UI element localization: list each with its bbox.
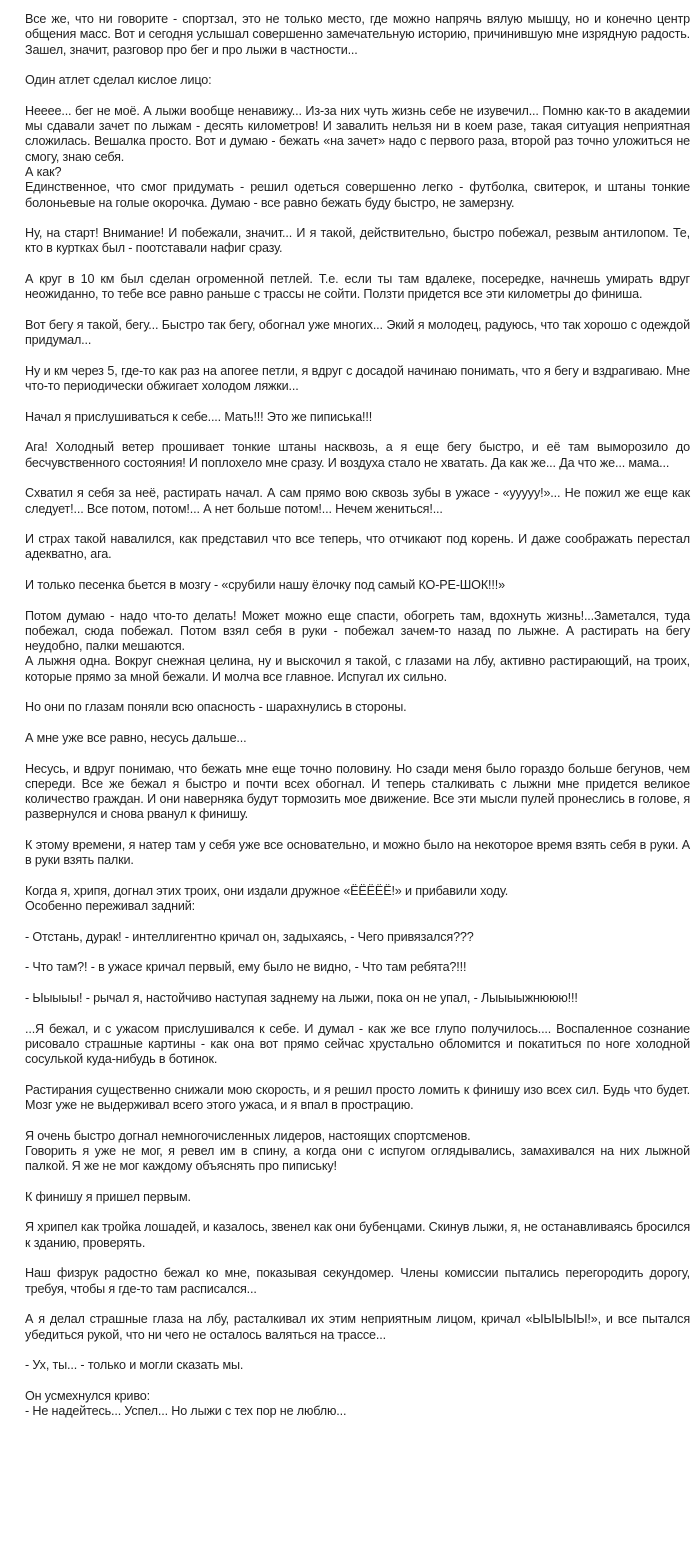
paragraph-line: А мне уже все равно, несусь дальше... <box>25 730 247 745</box>
paragraph-line: А круг в 10 км был сделан огроменной петлей. Т.е. если ты там вдалеке, посередке, начнешь умирать вдруг неожиданно, то тебе все равно раньше с трассы не сойти. Ползти придется все эти километры до финиша. <box>25 272 690 302</box>
paragraph-line: К финишу я пришел первым. <box>25 1189 191 1204</box>
story-paragraph <box>25 762 690 823</box>
paragraph-line: Ага! Холодный ветер прошивает тонкие штаны насквозь, а я еще бегу быстро, и её там выморозило до бесчувственного состояния! И поплохело мне сразу. И воздуха стало не хватать. Да как же... Да что же... мама... <box>25 440 690 470</box>
story-paragraph <box>25 1022 690 1068</box>
paragraph-line: Когда я, хрипя, догнал этих троих, они издали дружное «ЁЁЁЁЁ!» и прибавили ходу. <box>25 883 509 898</box>
paragraph-line: К этому времени, я натер там у себя уже все основательно, и можно было на некоторое время взять себя в руки. А в руки взять палки. <box>25 838 690 868</box>
paragraph-line: Говорить я уже не мог, я ревел им в спину, а когда они с испугом оглядывались, замахивался на них лыжной палкой. Я же не мог каждому объяснять про пипиську! <box>25 1143 690 1174</box>
story-paragraph <box>25 884 690 915</box>
paragraph-line: ...Я бежал, и с ужасом прислушивался к себе. И думал - как же все глупо получилось.... Воспаленное сознание рисовало страшные картины - как она вот прямо сейчас хрустально обломится и покатиться по ноге холодной сосулькой куда-нибудь в ботинок. <box>25 1021 690 1067</box>
story-paragraph <box>25 1312 690 1343</box>
story-paragraph <box>25 318 690 349</box>
paragraph-line: Несусь, и вдруг понимаю, что бежать мне еще точно половину. Но сзади меня было гораздо больше бегунов, чем спереди. Все же бежал я быстро и почти всех обогнал. И теперь сталкивать с лыжни мне придется великое количество граждан. И они наверняка будут тормозить мое движение. Все эти мысли пулей пронеслись в голове, я развернулся и снова рванул к финишу. <box>25 761 690 822</box>
story-paragraph <box>25 73 690 88</box>
paragraph-line: Все же, что ни говорите - спортзал, это не только место, где можно напрячь вялую мышцу, но и конечно центр общения масс. Вот и сегодня услышал совершенно замечательную историю, причинившую мне изрядную радость. Зашел, значит, разговор про бег и про лыжи в частности... <box>25 12 690 57</box>
paragraph-line: Вот бегу я такой, бегу... Быстро так бегу, обогнал уже многих... Экий я молодец, радуюсь, что так хорошо с одеждой придумал... <box>25 317 690 348</box>
story-paragraph <box>25 1083 690 1114</box>
story-paragraph <box>25 12 690 58</box>
paragraph-line: Потом думаю - надо что-то делать! Может можно еще спасти, обогреть там, вдохнуть жизнь!...Заметался, туда побежал, сюда побежал. Потом взял себя в руки - побежал зачем-то назад по лыжне. А растирать на бегу неудобно, палки мешаются. <box>25 608 690 654</box>
story-paragraph <box>25 486 690 517</box>
paragraph-line: Ну, на старт! Внимание! И побежали, значит... И я такой, действительно, быстро побежал, резвым антилопом. Те, кто в куртках был - поотставали нафиг сразу. <box>25 226 690 256</box>
paragraph-line: - Не надейтесь... Успел... Но лыжи с тех пор не люблю... <box>25 1404 347 1419</box>
paragraph-line: Растирания существенно снижали мою скорость, и я решил просто ломить к финишу изо всех сил. Будь что будет. Мозг уже не выдерживал всего этого ужаса, и я впал в прострацию. <box>25 1082 690 1113</box>
paragraph-line: Один атлет сделал кислое лицо: <box>25 73 212 88</box>
story-paragraph <box>25 1389 690 1420</box>
story-paragraph <box>25 364 690 395</box>
story-paragraph <box>25 1190 690 1205</box>
paragraph-line: Начал я прислушиваться к себе.... Мать!!! Это же пиписька!!! <box>25 409 373 424</box>
story-paragraph <box>25 838 690 869</box>
story-paragraph <box>25 700 690 715</box>
story-paragraph <box>25 532 690 563</box>
story-paragraph <box>25 440 690 471</box>
story-paragraph <box>25 104 690 211</box>
paragraph-line: Схватил я себя за неё, растирать начал. А сам прямо вою сквозь зубы в ужасе - «ууууу!»... Не пожил же еще как следует!... Все потом, потом!... А нет больше потом!... Нечем жениться!... <box>25 486 690 516</box>
story-paragraph <box>25 991 690 1006</box>
paragraph-line: - Что там?! - в ужасе кричал первый, ему было не видно, - Что там ребята?!!! <box>25 960 467 975</box>
paragraph-line: А как? <box>25 164 62 179</box>
story-paragraph <box>25 930 690 945</box>
story-paragraph <box>25 1266 690 1297</box>
paragraph-line: Я хрипел как тройка лошадей, и казалось, звенел как они бубенцами. Скинув лыжи, я, не останавливаясь бросился к зданию, проверять. <box>25 1220 690 1250</box>
paragraph-line: А я делал страшные глаза на лбу, расталкивал их этим неприятным лицом, кричал «ЫЫЫЫЫ!», и все пытался убедиться рукой, что ни чего не осталось валяться на трассе... <box>25 1312 690 1342</box>
paragraph-line: - Ух, ты... - только и могли сказать мы. <box>25 1358 244 1373</box>
paragraph-line: Особенно переживал задний: <box>25 899 196 914</box>
paragraph-line: А лыжня одна. Вокруг снежная целина, ну и выскочил я такой, с глазами на лбу, активно растирающий, на троих, которые прямо за мной бежали. И молча все главное. Испугал их сильно. <box>25 654 690 684</box>
paragraph-line: - Отстань, дурак! - интеллигентно кричал он, задыхаясь, - Чего привязался??? <box>25 929 474 944</box>
paragraph-line: Он усмехнулся криво: <box>25 1388 150 1403</box>
paragraph-line: Нееее... бег не моё. А лыжи вообще ненавижу... Из-за них чуть жизнь себе не изувечил... Помню как-то в академии мы сдавали зачет по лыжам - десять километров! И завалить нельзя ни в коем разе, такая ситуация неприятная сложилась. Вешалка просто. Вот и думаю - бежать «на зачет» надо с первого раза, второй раз точно уложиться не смогу, знаю себя. <box>25 103 690 164</box>
story-paragraph <box>25 1358 690 1373</box>
paragraph-line: И страх такой навалился, как представил что все теперь, что отчикают под корень. И даже соображать перестал адекватно, ага. <box>25 532 690 562</box>
story-paragraph <box>25 226 690 257</box>
story-paragraph <box>25 960 690 975</box>
paragraph-line: Но они по глазам поняли всю опасность - шарахнулись в стороны. <box>25 700 407 715</box>
story-paragraph <box>25 609 690 685</box>
story-paragraph <box>25 731 690 746</box>
paragraph-line: Ну и км через 5, где-то как раз на апогее петли, я вдруг с досадой начинаю понимать, что я бегу и вздрагиваю. Мне что-то периодически обжигает холодом ляжки... <box>25 363 690 394</box>
story-paragraph <box>25 578 690 593</box>
paragraph-line: Я очень быстро догнал немногочисленных лидеров, настоящих спортсменов. <box>25 1128 471 1143</box>
paragraph-line: - Ыыыыы! - рычал я, настойчиво наступая заднему на лыжи, пока он не упал, - Лыыыыжнююю!!! <box>25 991 578 1005</box>
story-paragraph <box>25 1220 690 1251</box>
paragraph-line: Наш физрук радостно бежал ко мне, показывая секундомер. Члены комиссии пытались перегородить дорогу, требуя, чтобы я где-то там расписался... <box>25 1266 690 1296</box>
paragraph-line: И только песенка бьется в мозгу - «срубили нашу ёлочку под самый КО-РЕ-ШОК!!!» <box>25 577 505 592</box>
paragraph-line: Единственное, что смог придумать - решил одеться совершенно легко - футболка, свитерок, и штаны тонкие болоньевые на голые окорочка. Думаю - все равно бежать буду быстро, не замерзну. <box>25 180 690 210</box>
story-paragraph <box>25 1129 690 1175</box>
story-paragraph <box>25 272 690 303</box>
story-paragraph <box>25 410 690 425</box>
